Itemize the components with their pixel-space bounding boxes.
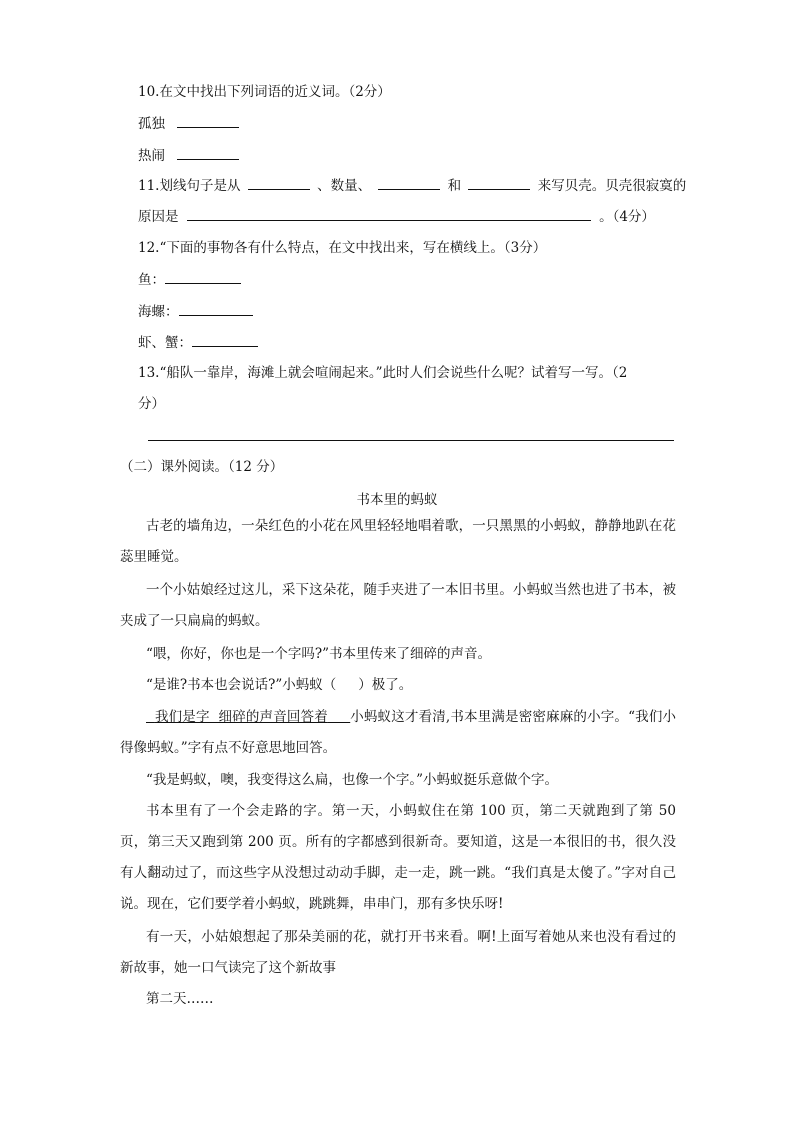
story-title: 书本里的蚂蚁 [356,492,438,508]
story-paragraph-5 [120,702,676,764]
q12-fish-blank[interactable] [165,269,241,284]
q13-answer-line[interactable] [148,440,674,441]
q12-conch-label: 海螺： [138,304,179,320]
q12-conch-blank[interactable] [179,301,253,316]
q11-blank-4[interactable] [187,206,591,221]
story-paragraph-8: 有一天，小姑娘想起了那朵美丽的花，就打开书来看。啊!上面写着她从来也没有看过的新故事，她一口气读完了这个新故事 [120,929,676,976]
q12-shrimp-label: 虾、蟹： [138,335,192,351]
q11-line-2 [138,206,655,227]
q13-prompt-tail: 分） [138,396,165,412]
q10-word-1-label: 孤独 [138,116,165,132]
q12-fish-label: 鱼： [138,272,165,288]
p4-after-blank: ）极了。 [358,677,413,693]
p4-before-blank: “是谁?书本也会说话?”小蚂蚁（ [146,677,337,693]
q12-fish [138,269,241,290]
story-paragraph-2: 一个小姑娘经过这儿，采下这朵花，随手夹进了一本旧书里。小蚂蚁当然也进了书本，被夹成了一只扁扁的蚂蚁。 [120,582,676,629]
q11-blank-2[interactable] [378,175,440,190]
story-paragraph-3: “喂，你好，你也是一个字吗?”书本里传来了细碎的声音。 [146,646,492,662]
q11-part-c: 和 [447,178,462,194]
q10-word-2 [138,145,239,166]
q12-prompt: 12.“下面的事物各有什么特点，在文中找出来，写在横线上。（3分） [138,240,547,256]
q11-part-a: 11.划线句子是从 [138,178,241,194]
q12-shrimp-blank[interactable] [192,332,258,347]
q11-line-1 [138,175,686,196]
p5-rest: 小蚂蚁这才看清,书本里满是密密麻麻的小字。“我们小得像蚂蚁。”字有点不好意思地回答。 [120,709,676,756]
q12-conch [138,301,253,322]
q11-part-d: 来写贝壳。贝壳很寂寞的 [537,178,687,194]
q10-answer-blank-2[interactable] [177,145,239,160]
q10-word-1 [138,113,239,134]
q11-part-f: 。（4分） [599,209,655,225]
q10-word-2-label: 热闹 [138,148,165,164]
story-paragraph-7: 书本里有了一个会走路的字。第一天，小蚂蚁住在第 100 页，第二天就跑到了第 50 页，第三天又跑到第 200 页。所有的字都感到很新奇。要知道，这是一本很旧的书，很久没有人翻动过了，而这些字从没想过动动手脚，走一走，跳一跳。“我们真是太傻了。”字对自己说。现在，它们要学着小蚂蚁，跳跳舞，串串门，那有多快乐呀! [120,803,676,912]
q11-blank-3[interactable] [468,175,530,190]
q11-part-b: 、数量、 [317,178,372,194]
q11-part-e: 原因是 [138,209,179,225]
p5-underlined-sentence: 我们是字 细碎的声音回答着 [154,709,328,725]
story-paragraph-6: “我是蚂蚁，噢，我变得这么扁，也像一个字。”小蚂蚁挺乐意做个字。 [146,772,559,788]
q10-answer-blank-1[interactable] [177,113,239,128]
section-heading: （二）课外阅读。（12 分） [120,459,284,475]
story-paragraph-9: 第二天…… [146,991,214,1007]
story-paragraph-1: 古老的墙角边，一朵红色的小花在风里轻轻地唱着歌，一只黑黑的小蚂蚁，静静地趴在花蕊里睡觉。 [120,518,676,565]
q11-blank-1[interactable] [248,175,310,190]
story-paragraph-4 [120,670,676,701]
q13-prompt: 13.“船队一靠岸，海滩上就会喧闹起来。”此时人们会说些什么呢？试着写一写。（2 [138,365,628,381]
q10-prompt: 10.在文中找出下列词语的近义词。（2分） [138,84,391,100]
q12-shrimp [138,332,258,353]
